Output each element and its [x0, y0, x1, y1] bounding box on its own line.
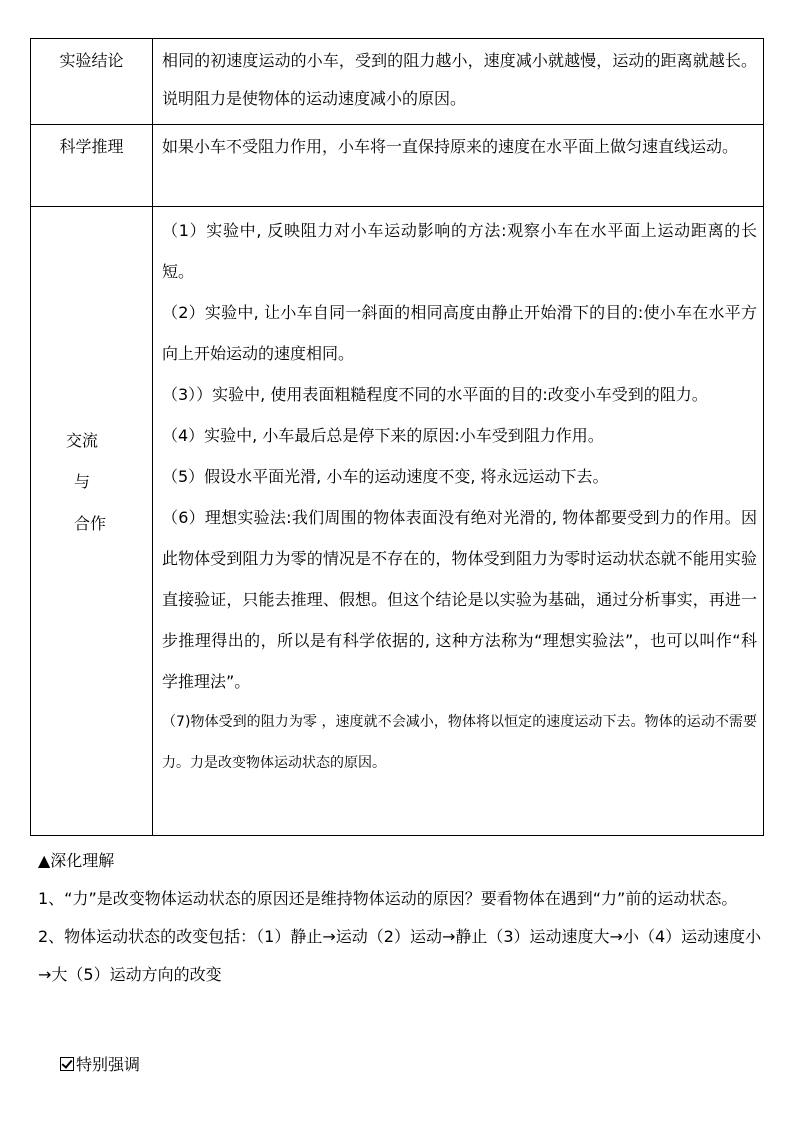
content-cell: [153, 207, 764, 836]
label-cell: [31, 207, 153, 836]
experiment-table: [30, 38, 764, 836]
deepen-section: [38, 842, 766, 994]
section-heading: ▲深化理解: [38, 851, 115, 870]
row-label-reasoning: 科学推理: [59, 137, 124, 156]
list-item: （4）实验中, 小车最后总是停下来的原因:小车受到阻力作用。: [162, 426, 604, 445]
row-text-conclusion: 相同的初速度运动的小车，受到的阻力越小，速度减小就越慢，运动的距离就越长。说明阻力是使物体的运动速度减小的原因。: [162, 51, 757, 108]
table-row-reasoning: [31, 125, 764, 207]
table-row-exchange: [31, 207, 764, 836]
label-cell: [31, 125, 153, 207]
content-cell: [153, 125, 764, 207]
content-cell: [153, 39, 764, 125]
paragraph: 2、物体运动状态的改变包括：（1）静止→运动（2）运动→静止（3）运动速度大→小（4）运动速度小→大（5）运动方向的改变: [38, 927, 762, 984]
list-item: （5）假设水平面光滑, 小车的运动速度不变, 将永远运动下去。: [162, 467, 609, 486]
list-item: （1）实验中, 反映阻力对小车运动影响的方法:观察小车在水平面上运动距离的长短。: [162, 221, 757, 281]
emphasis-label: 特别强调: [76, 1055, 141, 1074]
exchange-list: [153, 207, 763, 784]
list-item: （6）理想实验法:我们周围的物体表面没有绝对光滑的, 物体都要受到力的作用。因此物体受到阻力为零的情况是不存在的，物体受到阻力为零时运动状态就不能用实验直接验证，只能去推理、假想。但这个结论是以实验为基础，通过分析事实，再进一步推理得出的，所以是有科学依据的, 这种方法称为“理想实验法”，也可以叫作“科学推理法”。: [162, 508, 757, 691]
label-cell: [31, 39, 153, 125]
list-item: （7)物体受到的阻力为零 ，速度就不会减小，物体将以恒定的速度运动下去。物体的运动不需要力。力是改变物体运动状态的原因。: [162, 714, 757, 771]
row-text-reasoning: 如果小车不受阻力作用，小车将一直保持原来的速度在水平面上做匀速直线运动。: [162, 137, 739, 156]
row-label-conclusion: 实验结论: [59, 51, 124, 70]
exchange-label-wrap: [31, 207, 152, 835]
exchange-label-line2: 与: [74, 472, 91, 491]
exchange-label-line1: 交流: [66, 431, 99, 450]
list-item: （2）实验中, 让小车自同一斜面的相同高度由静止开始滑下的目的:使小车在水平方向上开始运动的速度相同。: [162, 303, 757, 363]
list-item: （3））实验中, 使用表面粗糙程度不同的水平面的目的:改变小车受到的阻力。: [162, 385, 708, 404]
checkbox-checked-icon: [60, 1057, 74, 1071]
paragraph: 1、“力”是改变物体运动状态的原因还是维持物体运动的原因？要看物体在遇到“力”前的运动状态。: [38, 889, 738, 908]
table-row-conclusion: [31, 39, 764, 125]
emphasis-heading: [60, 1052, 140, 1078]
exchange-label-line3: 合作: [74, 514, 107, 533]
